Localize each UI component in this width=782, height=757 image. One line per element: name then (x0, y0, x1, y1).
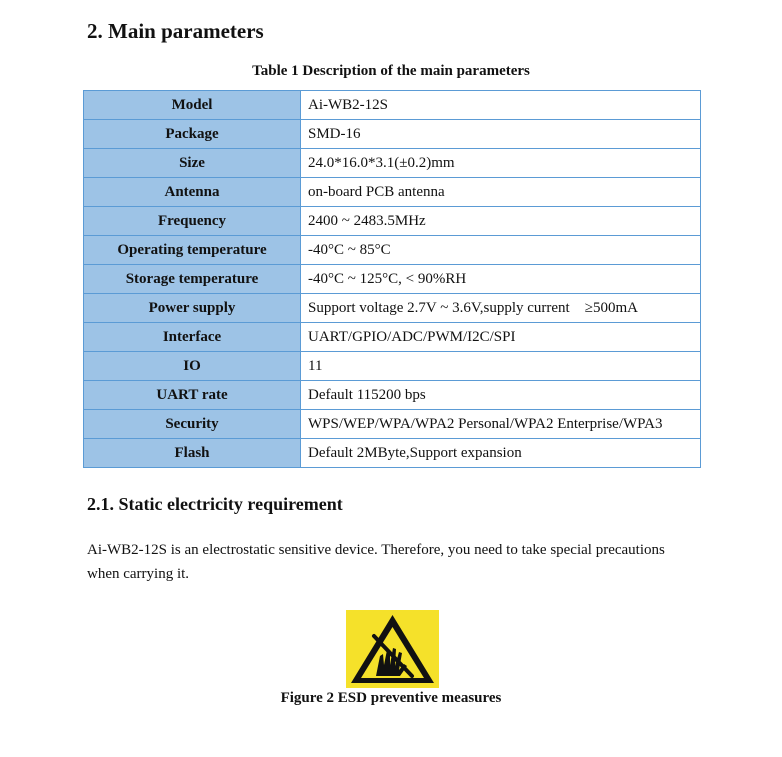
figure-caption: Figure 2 ESD preventive measures (280, 690, 502, 706)
parameter-name: Storage temperature (84, 265, 301, 294)
parameter-value: on-board PCB antenna (301, 178, 701, 207)
parameter-value: Ai-WB2-12S (301, 91, 701, 120)
parameter-value: 11 (301, 352, 701, 381)
table-row (84, 352, 701, 381)
parameter-name: Frequency (84, 207, 301, 236)
parameter-name: IO (84, 352, 301, 381)
parameter-value: WPS/WEP/WPA/WPA2 Personal/WPA2 Enterprise/WPA3 (301, 410, 701, 439)
table-row (84, 294, 701, 323)
parameter-name: Model (84, 91, 301, 120)
table-row (84, 439, 701, 468)
parameter-name: Package (84, 120, 301, 149)
parameter-value: 2400 ~ 2483.5MHz (301, 207, 701, 236)
table-row (84, 323, 701, 352)
parameter-name: UART rate (84, 381, 301, 410)
esd-warning-icon (346, 610, 439, 688)
main-parameters-table (83, 90, 701, 468)
subsection-title: 2.1. Static electricity requirement (87, 494, 343, 514)
parameter-value: -40°C ~ 85°C (301, 236, 701, 265)
parameter-value: -40°C ~ 125°C, < 90%RH (301, 265, 701, 294)
table-row (84, 207, 701, 236)
table-row (84, 236, 701, 265)
parameter-name: Interface (84, 323, 301, 352)
parameter-name: Flash (84, 439, 301, 468)
table-row (84, 149, 701, 178)
table-row (84, 91, 701, 120)
table-row (84, 410, 701, 439)
table-row (84, 178, 701, 207)
parameter-value: Default 115200 bps (301, 381, 701, 410)
section-title: 2. Main parameters (87, 19, 264, 43)
parameter-value: UART/GPIO/ADC/PWM/I2C/SPI (301, 323, 701, 352)
parameter-value: Support voltage 2.7V ~ 3.6V,supply current ≥500mA (301, 294, 701, 323)
parameter-name: Security (84, 410, 301, 439)
parameter-name: Size (84, 149, 301, 178)
parameter-name: Operating temperature (84, 236, 301, 265)
parameter-name: Antenna (84, 178, 301, 207)
parameter-value: Default 2MByte,Support expansion (301, 439, 701, 468)
parameter-value: 24.0*16.0*3.1(±0.2)mm (301, 149, 701, 178)
parameter-name: Power supply (84, 294, 301, 323)
table-caption: Table 1 Description of the main parameters (252, 63, 530, 79)
table-row (84, 120, 701, 149)
esd-paragraph: Ai-WB2-12S is an electrostatic sensitive device. Therefore, you need to take special precautions when carrying it. (87, 542, 665, 582)
table-row (84, 265, 701, 294)
table-row (84, 381, 701, 410)
parameter-value: SMD-16 (301, 120, 701, 149)
